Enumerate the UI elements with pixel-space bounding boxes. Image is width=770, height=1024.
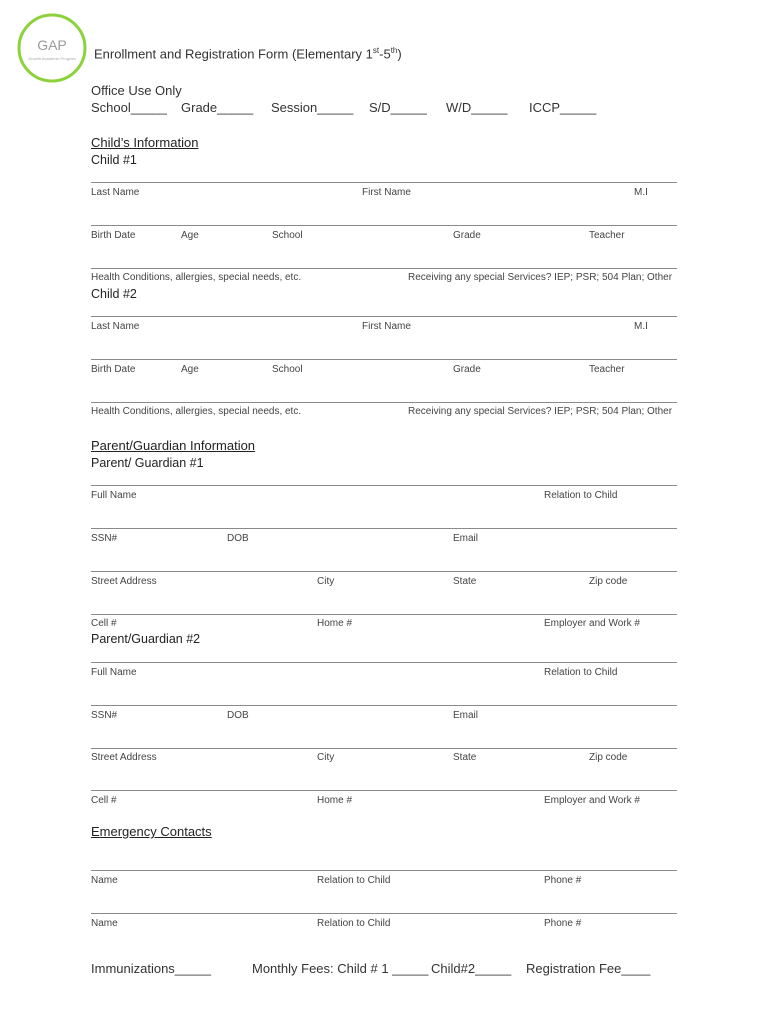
parent-2-ssn-line[interactable] xyxy=(91,705,677,706)
emergency-2-line[interactable] xyxy=(91,913,677,914)
child-1-services-label: Receiving any special Services? IEP; PSR; 504 Plan; Other xyxy=(408,272,673,283)
parent-2-ssn-label: SSN# xyxy=(91,710,118,721)
child-2-health-line[interactable] xyxy=(91,402,677,403)
emergency-1-name-label: Name xyxy=(91,875,118,886)
parent-1-address-line[interactable] xyxy=(91,571,677,572)
parent-2-dob-label: DOB xyxy=(227,710,249,721)
child-2-teacher-label: Teacher xyxy=(589,364,625,375)
parent-2-zip-label: Zip code xyxy=(589,752,628,763)
emergency-2-relation-label: Relation to Child xyxy=(317,918,391,929)
child-1-health-line[interactable] xyxy=(91,268,677,269)
parent-2-employer-label: Employer and Work # xyxy=(544,795,640,806)
immunizations-field[interactable]: Immunizations_____ xyxy=(91,961,211,976)
child-1-school-line[interactable] xyxy=(91,225,677,226)
child-2-first-name-label: First Name xyxy=(362,321,411,332)
child-2-birth-date-label: Birth Date xyxy=(91,364,136,375)
child-1-name-line[interactable] xyxy=(91,182,677,183)
form-title: Enrollment and Registration Form (Elementary 1st-5th) xyxy=(94,46,402,62)
emergency-2-phone-label: Phone # xyxy=(544,918,582,929)
emergency-1-phone-label: Phone # xyxy=(544,875,582,886)
parent-2-state-label: State xyxy=(453,752,477,763)
registration-fee-field[interactable]: Registration Fee____ xyxy=(526,961,651,976)
child-1-heading: Child #1 xyxy=(91,153,137,167)
parent-1-ssn-line[interactable] xyxy=(91,528,677,529)
office-sd-field[interactable]: S/D_____ xyxy=(369,100,427,115)
parent-1-home-label: Home # xyxy=(317,618,353,629)
child-info-heading: Child’s Information xyxy=(91,135,199,150)
child-2-name-line[interactable] xyxy=(91,316,677,317)
parent-2-full-name-label: Full Name xyxy=(91,667,137,678)
parent-2-street-label: Street Address xyxy=(91,752,157,763)
child-2-age-label: Age xyxy=(181,364,199,375)
child-2-school-line[interactable] xyxy=(91,359,677,360)
parent-2-city-label: City xyxy=(317,752,335,763)
emergency-1-relation-label: Relation to Child xyxy=(317,875,391,886)
parent-1-street-label: Street Address xyxy=(91,576,157,587)
child-1-first-name-label: First Name xyxy=(362,187,411,198)
parent-1-cell-label: Cell # xyxy=(91,618,117,629)
parent-2-name-line[interactable] xyxy=(91,662,677,663)
monthly-fees-child2-field[interactable]: Child#2_____ xyxy=(431,961,512,976)
child-1-school-label: School xyxy=(272,230,303,241)
parent-1-name-line[interactable] xyxy=(91,485,677,486)
parent-2-email-label: Email xyxy=(453,710,479,721)
parent-1-ssn-label: SSN# xyxy=(91,533,118,544)
parent-2-relation-label: Relation to Child xyxy=(544,667,618,678)
parent-1-employer-label: Employer and Work # xyxy=(544,618,640,629)
parent-2-heading: Parent/Guardian #2 xyxy=(91,632,201,646)
parent-2-cell-label: Cell # xyxy=(91,795,117,806)
emergency-1-line[interactable] xyxy=(91,870,677,871)
parent-1-zip-label: Zip code xyxy=(589,576,628,587)
parent-1-state-label: State xyxy=(453,576,477,587)
parent-1-relation-label: Relation to Child xyxy=(544,490,618,501)
office-session-field[interactable]: Session_____ xyxy=(271,100,354,115)
parent-2-phone-line[interactable] xyxy=(91,790,677,791)
office-grade-field[interactable]: Grade_____ xyxy=(181,100,254,115)
parent-1-heading: Parent/ Guardian #1 xyxy=(91,456,204,470)
child-1-last-name-label: Last Name xyxy=(91,187,140,198)
child-2-services-label: Receiving any special Services? IEP; PSR; 504 Plan; Other xyxy=(408,406,673,417)
office-school-field[interactable]: School_____ xyxy=(91,100,167,115)
child-1-birth-date-label: Birth Date xyxy=(91,230,136,241)
gap-logo xyxy=(16,12,88,84)
child-2-heading: Child #2 xyxy=(91,287,137,301)
child-1-age-label: Age xyxy=(181,230,199,241)
monthly-fees-child1-field[interactable]: Monthly Fees: Child # 1 _____ xyxy=(252,961,429,976)
child-2-mi-label: M.I xyxy=(634,321,648,332)
logo-tagline: Growth Academic Program xyxy=(28,56,76,61)
parent-1-city-label: City xyxy=(317,576,335,587)
office-use-heading: Office Use Only xyxy=(91,83,182,98)
child-1-mi-label: M.I xyxy=(634,187,648,198)
child-2-grade-label: Grade xyxy=(453,364,481,375)
child-2-last-name-label: Last Name xyxy=(91,321,140,332)
child-2-health-label: Health Conditions, allergies, special needs, etc. xyxy=(91,406,302,417)
emergency-2-name-label: Name xyxy=(91,918,118,929)
parent-2-home-label: Home # xyxy=(317,795,353,806)
parent-info-heading: Parent/Guardian Information xyxy=(91,438,256,453)
office-iccp-field[interactable]: ICCP_____ xyxy=(529,100,597,115)
parent-1-dob-label: DOB xyxy=(227,533,249,544)
logo-text: GAP xyxy=(37,37,67,53)
parent-1-phone-line[interactable] xyxy=(91,614,677,615)
child-1-health-label: Health Conditions, allergies, special needs, etc. xyxy=(91,272,302,283)
office-wd-field[interactable]: W/D_____ xyxy=(446,100,508,115)
parent-1-email-label: Email xyxy=(453,533,479,544)
emergency-heading: Emergency Contacts xyxy=(91,824,212,839)
child-1-teacher-label: Teacher xyxy=(589,230,625,241)
child-2-school-label: School xyxy=(272,364,303,375)
parent-1-full-name-label: Full Name xyxy=(91,490,137,501)
parent-2-address-line[interactable] xyxy=(91,748,677,749)
child-1-grade-label: Grade xyxy=(453,230,481,241)
